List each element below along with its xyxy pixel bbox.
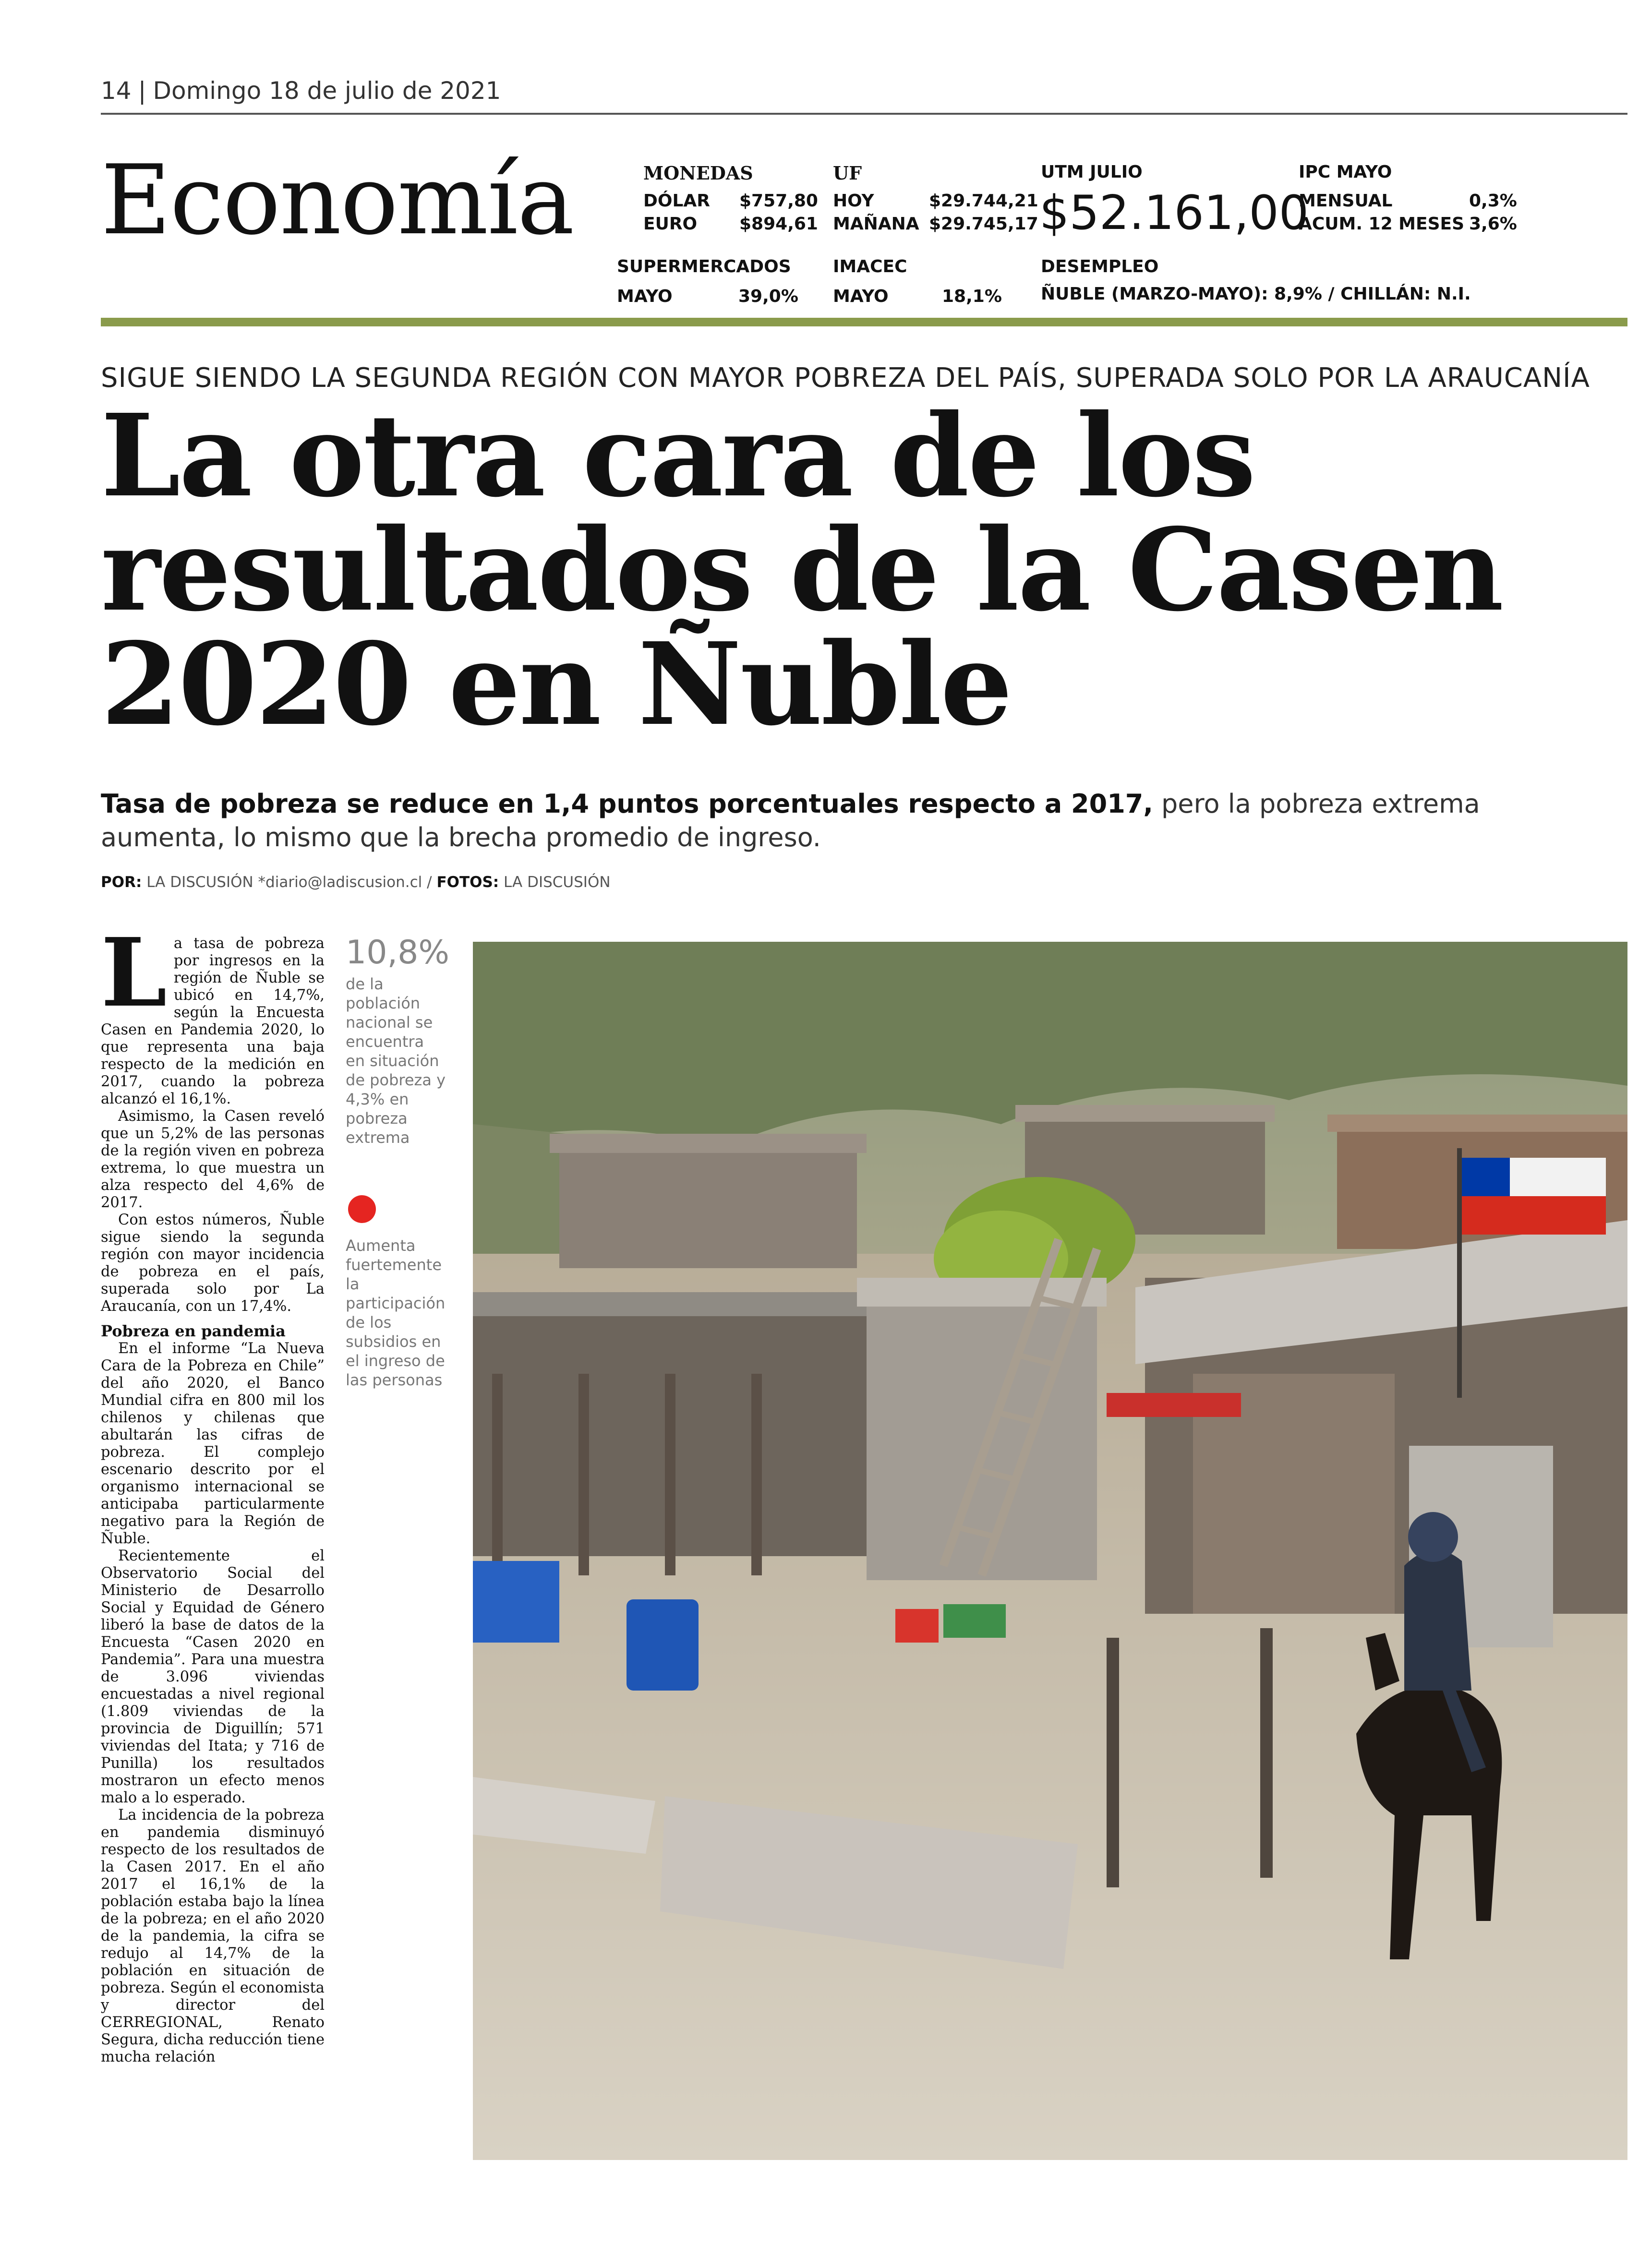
uf-manana-label: MAÑANA xyxy=(833,214,919,234)
body-paragraph: La tasa de pobreza por ingresos en la región de Ñuble se ubicó en 14,7%, según la Encuesta Casen en Pandemia 2020, lo que representa una baja respecto de la medición en 2017, cuando la pobreza alcanzó el 16,1%. xyxy=(101,918,325,1107)
desempleo-title: DESEMPLEO xyxy=(1041,257,1159,276)
deck-rest: pero la pobreza extrema aumenta, lo mismo que la brecha promedio de ingreso. xyxy=(101,789,1480,852)
section-divider xyxy=(101,318,1627,326)
section-title: Economía xyxy=(101,144,574,256)
sidebar-note-text: Aumenta fuertemente la participación de los subsidios en el ingreso de las personas xyxy=(346,1236,446,1389)
body-paragraph: Recientemente el Observatorio Social del Ministerio de Desarrollo Social y Equidad de Género liberó la base de datos de la Encuesta “Casen 2020 en Pandemia”. Para una muestra de 3.096 viviendas encuestadas a nivel regional (1.809 viviendas de la provincia de Diguillín; 571 viviendas del Itata; y 716 de Punilla) los resultados mostraron un efecto menos malo a lo esperado. xyxy=(101,1548,325,1806)
deck-bold: Tasa de pobreza se reduce en 1,4 puntos porcentuales respecto a 2017, xyxy=(101,789,1153,819)
supermercados-title: SUPERMERCADOS xyxy=(617,257,791,276)
page-folio: 14 | Domingo 18 de julio de 2021 xyxy=(101,77,501,105)
article-byline xyxy=(101,874,611,891)
byline-author: LA DISCUSIÓN *diario@ladiscusion.cl / xyxy=(142,874,437,891)
byline-label: POR: xyxy=(101,874,142,891)
page-number: 14 xyxy=(101,77,132,105)
uf-manana-value: $29.745,17 xyxy=(929,214,1038,234)
sidebar-stat-text: de la población nacional se encuentra en situación de pobreza y 4,3% en pobreza extrema xyxy=(346,975,446,1147)
body-paragraph: En el informe “La Nueva Cara de la Pobreza en Chile” del año 2020, el Banco Mundial cifra en 800 mil los chilenos y chilenas que abultarán las cifras de pobreza. El complejo escenario descrito por el organismo internacional se anticipaba particularmente negativo para la Región de Ñuble. xyxy=(101,1340,325,1547)
euro-label: EURO xyxy=(643,214,698,234)
monedas-title: MONEDAS xyxy=(643,162,753,184)
imacec-label: MAYO xyxy=(833,287,889,306)
supermercados-value: 39,0% xyxy=(738,287,798,306)
body-paragraph: Con estos números, Ñuble sigue siendo la segunda región con mayor incidencia de pobreza en el país, superada solo por La Araucanía, con un 17,4%. xyxy=(101,1212,325,1315)
photo-label: FOTOS: xyxy=(436,874,499,891)
body-paragraph: Asimismo, la Casen reveló que un 5,2% de las personas de la región viven en pobreza extrema, lo que muestra un alza respecto del 4,6% de 2017. xyxy=(101,1108,325,1211)
utm-title: UTM JULIO xyxy=(1041,162,1143,182)
article-kicker: SIGUE SIENDO LA SEGUNDA REGIÓN CON MAYOR POBREZA DEL PAÍS, SUPERADA SOLO POR LA ARAUCANÍA xyxy=(101,362,1590,394)
dolar-value: $757,80 xyxy=(739,191,818,211)
article-deck xyxy=(101,787,1551,854)
desempleo-text: ÑUBLE (MARZO-MAYO): 8,9% / CHILLÁN: N.I. xyxy=(1041,284,1471,304)
uf-title: UF xyxy=(833,162,862,184)
article-photo xyxy=(473,942,1627,2160)
article-body xyxy=(101,918,325,2066)
imacec-value: 18,1% xyxy=(942,287,1002,306)
ipc-acum-label: ACUM. 12 MESES xyxy=(1299,214,1465,234)
dolar-label: DÓLAR xyxy=(643,191,711,211)
euro-value: $894,61 xyxy=(739,214,818,234)
ipc-mensual-label: MENSUAL xyxy=(1299,191,1393,211)
sidebar-stat-value: 10,8% xyxy=(346,934,450,972)
photo-credit: LA DISCUSIÓN xyxy=(499,874,611,891)
page-date: Domingo 18 de julio de 2021 xyxy=(153,77,501,105)
body-paragraph: La incidencia de la pobreza en pandemia disminuyó respecto de los resultados de la Casen 2017. En el año 2017 el 16,1% de la población estaba bajo la línea de la pobreza; en el año 2020 de la pandemia, la cifra se redujo al 14,7% de la población en situación de pobreza. Según el economista y director del CERREGIONAL, Renato Segura, dicha reducción tiene mucha relación xyxy=(101,1807,325,2065)
drop-cap: L xyxy=(101,918,167,1028)
utm-value: $52.161,00 xyxy=(1039,186,1309,240)
red-dot-icon xyxy=(348,1195,376,1223)
supermercados-label: MAYO xyxy=(617,287,673,306)
ipc-acum-value: 3,6% xyxy=(1469,214,1517,234)
article-subhead: Pobreza en pandemia xyxy=(101,1322,286,1340)
uf-hoy-label: HOY xyxy=(833,191,874,211)
imacec-title: IMACEC xyxy=(833,257,907,276)
ipc-title: IPC MAYO xyxy=(1299,162,1392,182)
ipc-mensual-value: 0,3% xyxy=(1469,191,1517,211)
settlement-photo-illustration xyxy=(473,942,1627,2160)
uf-hoy-value: $29.744,21 xyxy=(929,191,1038,211)
top-divider xyxy=(101,113,1627,115)
article-headline: La otra cara de los resultados de la Casen 2020 en Ñuble xyxy=(101,389,1503,751)
